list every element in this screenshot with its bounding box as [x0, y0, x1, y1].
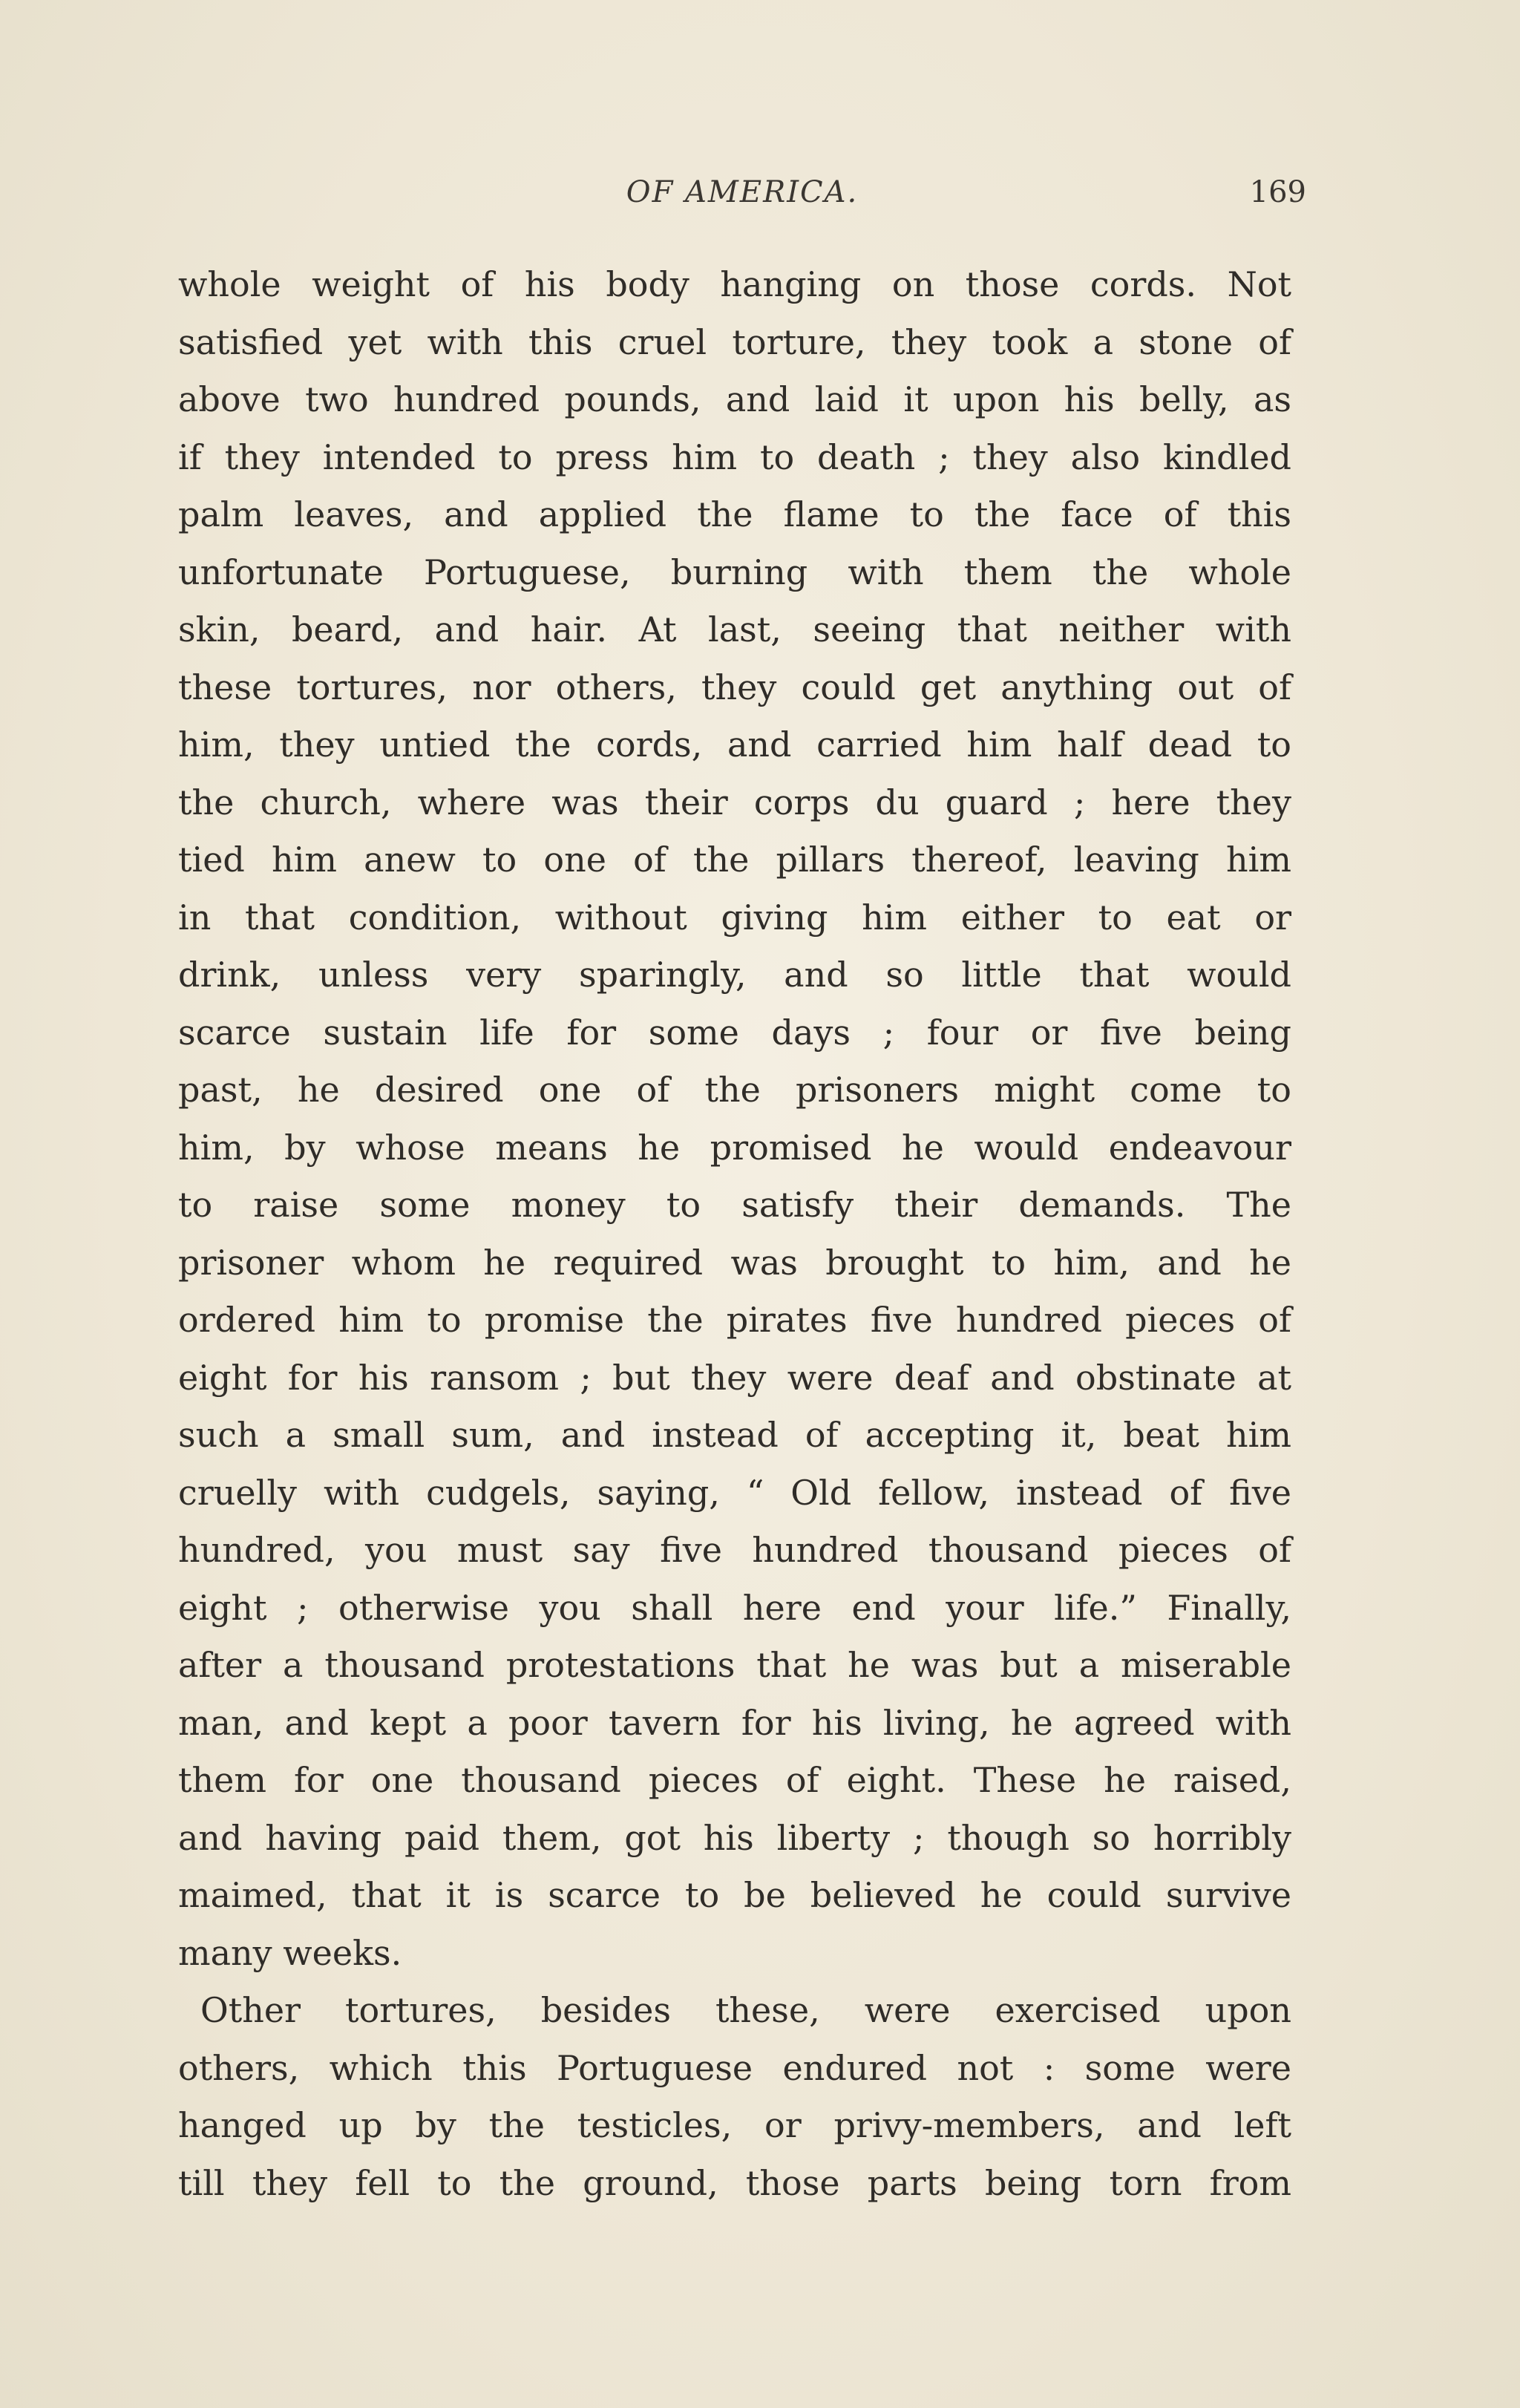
- text-line: drink, unless very sparingly, and so little that would: [178, 955, 1291, 995]
- text-line: him, by whose means he promised he would endeavour: [178, 1127, 1291, 1168]
- running-head: [178, 175, 1306, 227]
- text-line: scarce sustain life for some days ; four or five being: [178, 1012, 1291, 1053]
- text-line: if they intended to press him to death ; they also kindled: [178, 436, 1291, 477]
- text-line: ordered him to promise the pirates five hundred pieces of: [178, 1300, 1291, 1340]
- text-line: tied him anew to one of the pillars thereof, leaving him: [178, 840, 1291, 880]
- text-line: and having paid them, got his liberty ; though so horribly: [178, 1817, 1291, 1858]
- text-line: man, and kept a poor tavern for his living, he agreed with: [178, 1702, 1291, 1743]
- text-line: eight ; otherwise you shall here end your life.” Finally,: [178, 1587, 1291, 1628]
- text-line: these tortures, nor others, they could get anything out of: [178, 667, 1291, 707]
- text-line: cruelly with cudgels, saying, “ Old fellow, instead of five: [178, 1472, 1291, 1513]
- text-line: him, they untied the cords, and carried him half dead to: [178, 724, 1291, 765]
- text-line: unfortunate Portuguese, burning with them the whole: [178, 552, 1291, 592]
- text-line: whole weight of his body hanging on those cords. Not: [178, 264, 1291, 304]
- text-line: them for one thousand pieces of eight. These he raised,: [178, 1760, 1291, 1800]
- text-line: above two hundred pounds, and laid it upon his belly, as: [178, 379, 1291, 419]
- text-line: maimed, that it is scarce to be believed he could survive: [178, 1875, 1291, 1915]
- text-line: hanged up by the testicles, or privy-members, and left: [178, 2105, 1291, 2145]
- text-line: after a thousand protestations that he was but a miserable: [178, 1645, 1291, 1685]
- text-line: skin, beard, and hair. At last, seeing that neither with: [178, 609, 1291, 650]
- text-line: eight for his ransom ; but they were deaf and obstinate at: [178, 1357, 1291, 1398]
- text-line: others, which this Portuguese endured not : some were: [178, 2047, 1291, 2088]
- running-title: OF AMERICA.: [626, 175, 859, 209]
- text-line: prisoner whom he required was brought to him, and he: [178, 1242, 1291, 1283]
- body-text: [178, 256, 1291, 2212]
- text-line: to raise some money to satisfy their demands. The: [178, 1185, 1291, 1225]
- text-line: past, he desired one of the prisoners might come to: [178, 1070, 1291, 1110]
- text-line: in that condition, without giving him either to eat or: [178, 897, 1291, 938]
- text-line: hundred, you must say five hundred thousand pieces of: [178, 1530, 1291, 1570]
- text-line: palm leaves, and applied the flame to the face of this: [178, 494, 1291, 534]
- text-line: satisfied yet with this cruel torture, they took a stone of: [178, 321, 1291, 362]
- text-line: the church, where was their corps du guard ; here they: [178, 782, 1291, 822]
- page-number: 169: [1249, 175, 1306, 209]
- text-line: till they fell to the ground, those parts being torn from: [178, 2162, 1291, 2203]
- text-line: Other tortures, besides these, were exercised upon: [200, 1990, 1291, 2030]
- text-line: many weeks.: [178, 1932, 402, 1973]
- text-line: such a small sum, and instead of accepting it, beat him: [178, 1415, 1291, 1455]
